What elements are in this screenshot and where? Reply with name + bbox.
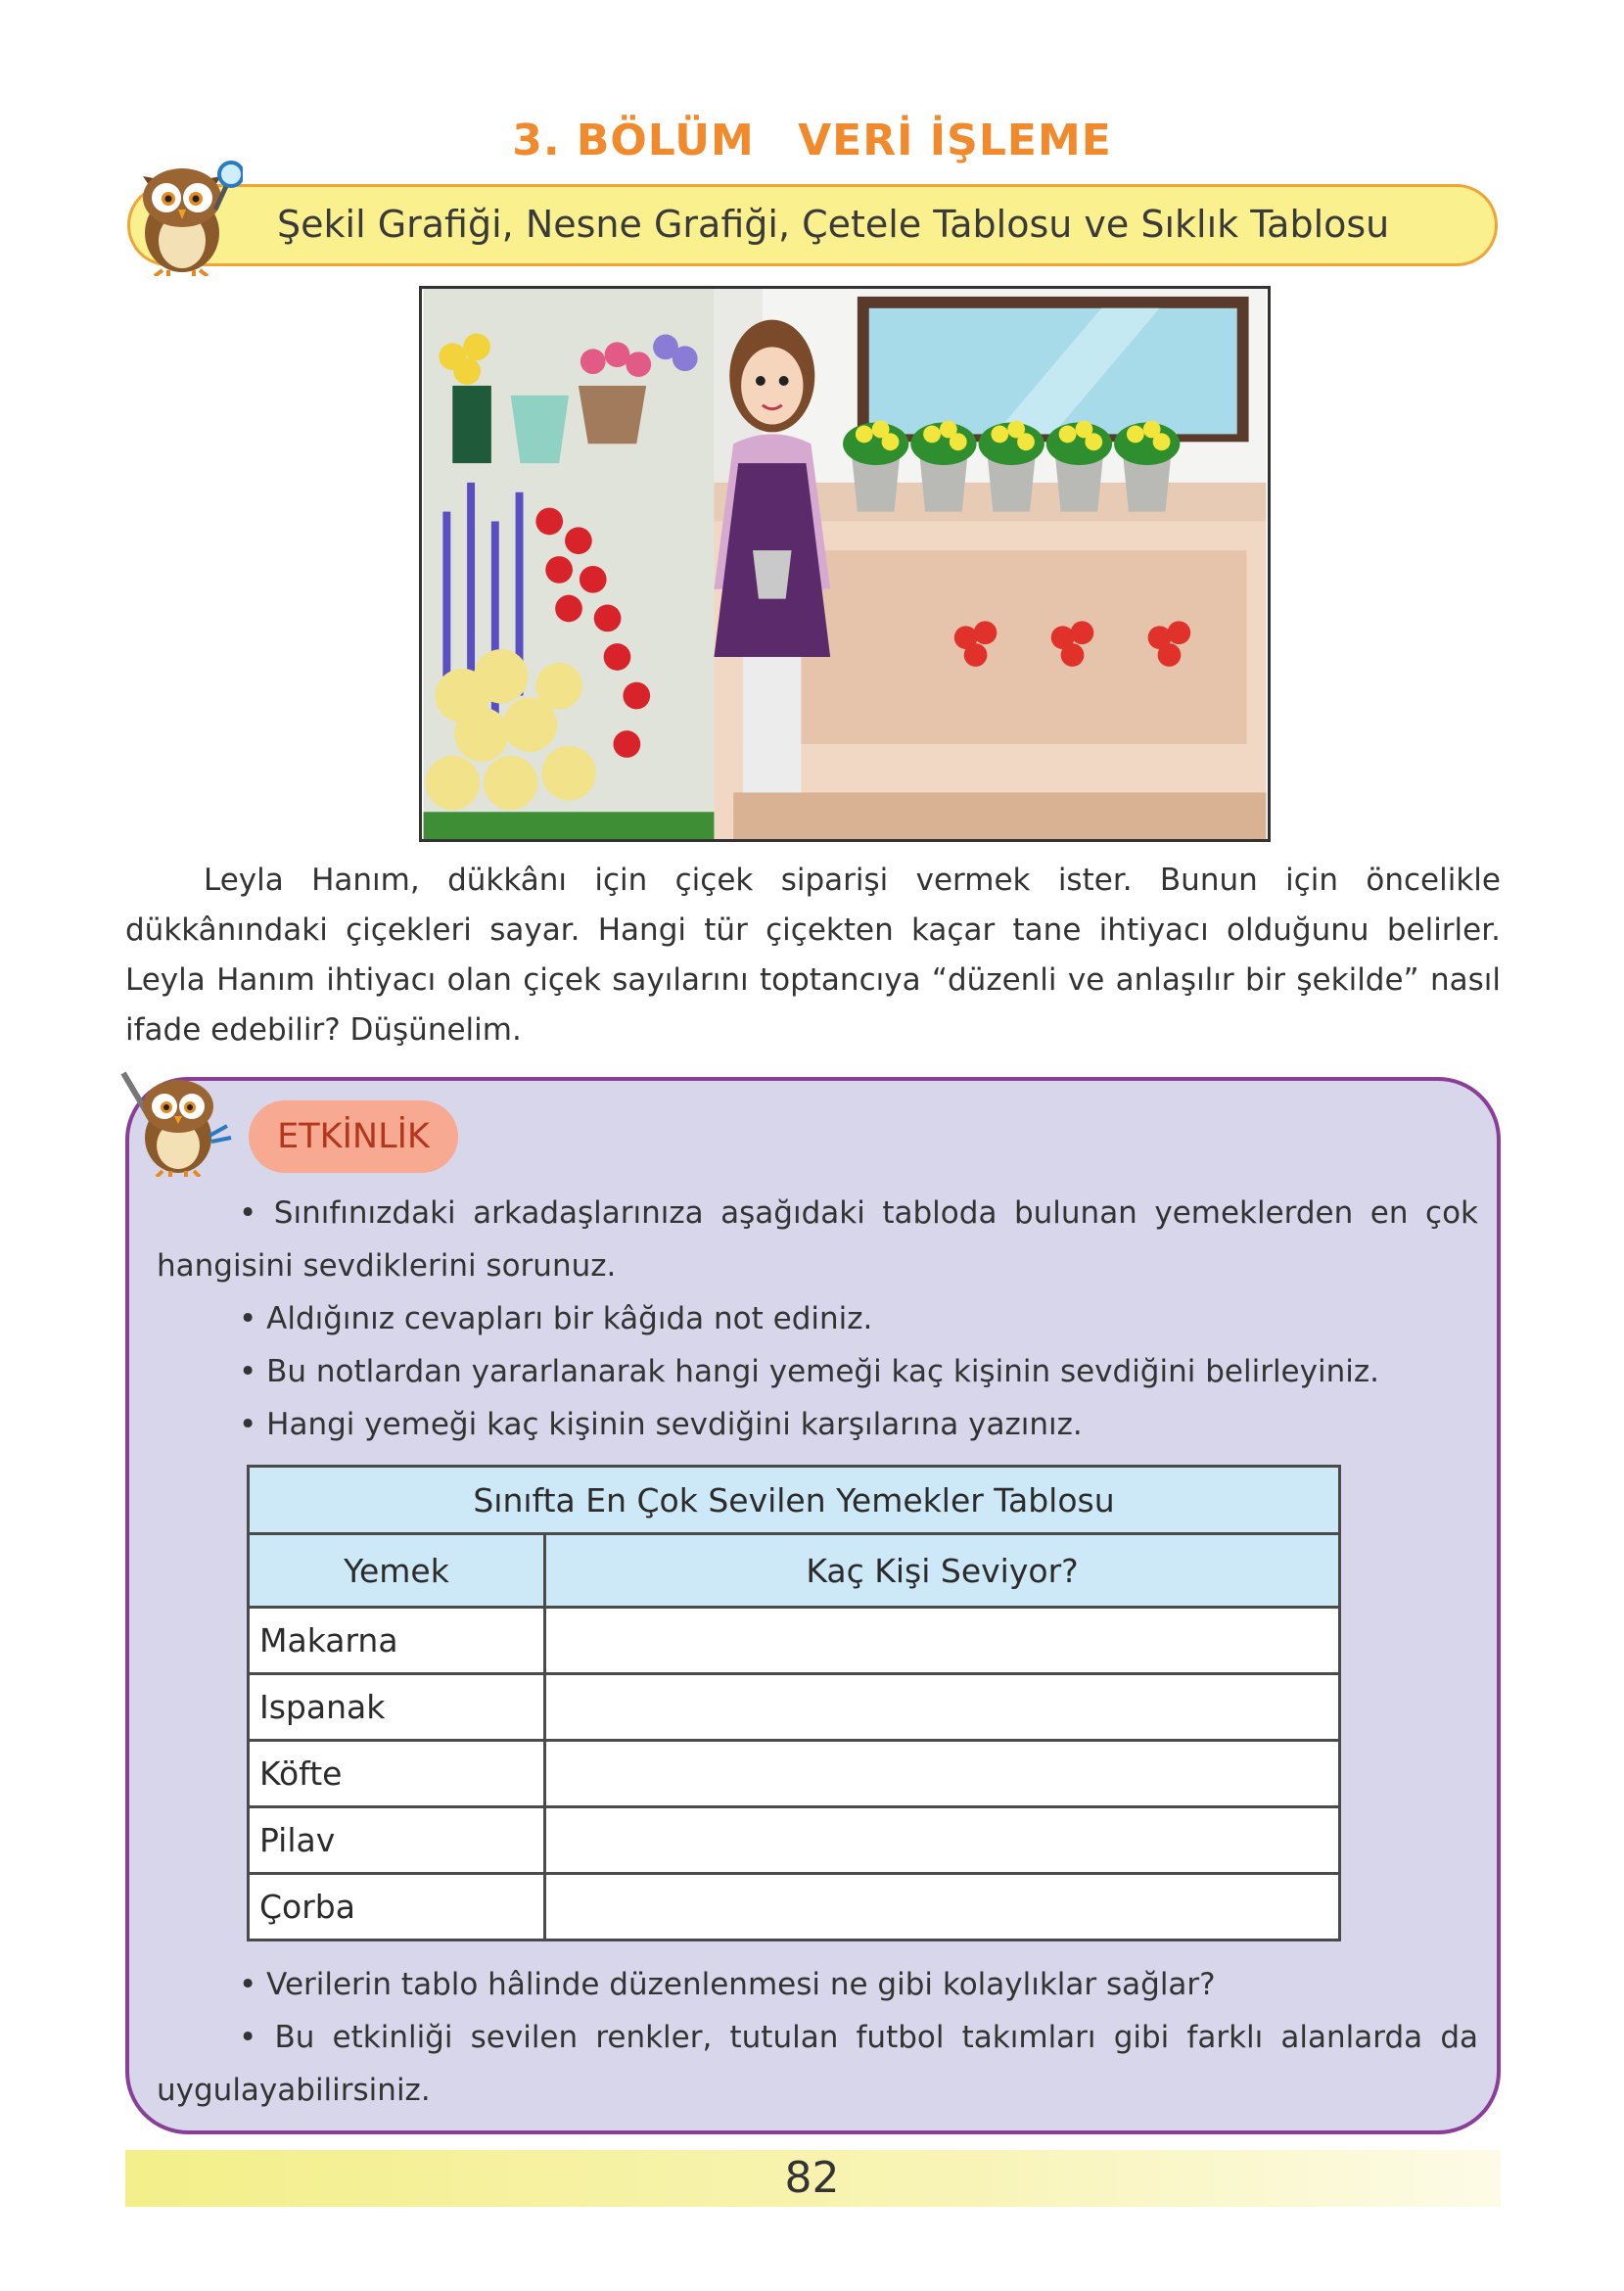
table-title: Sınıfta En Çok Sevilen Yemekler Tablosu <box>249 1467 1340 1534</box>
table-cell-food: Makarna <box>249 1608 545 1674</box>
activity-bullet: • Bu notlardan yararlanarak hangi yemeği kaç kişinin sevdiğini belirleyiniz. <box>239 1354 1379 1389</box>
followup-bullet: • Bu etkinliği sevilen renkler, tutulan futbol takımları gibi farklı alanlarda da uygulayabilirsiniz. <box>157 2020 1478 2108</box>
table-cell-count[interactable] <box>545 1674 1340 1741</box>
activity-instructions <box>157 1187 1478 1451</box>
table-cell-food: Pilav <box>249 1807 545 1874</box>
story-text <box>125 856 1501 1055</box>
table-row <box>249 1741 1340 1807</box>
table-row <box>249 1807 1340 1874</box>
table-cell-count[interactable] <box>545 1807 1340 1874</box>
table-cell-food: Ispanak <box>249 1674 545 1741</box>
table-header-count: Kaç Kişi Seviyor? <box>545 1534 1340 1608</box>
table-cell-count[interactable] <box>545 1608 1340 1674</box>
activity-bullet: • Hangi yemeği kaç kişinin sevdiğini karşılarına yazınız. <box>239 1407 1083 1442</box>
section-banner <box>127 184 1498 266</box>
table-cell-food: Çorba <box>249 1874 545 1940</box>
page-number: 82 <box>784 2153 840 2203</box>
owl-pointer-icon <box>116 1067 239 1177</box>
followup-bullet: • Verilerin tablo hâlinde düzenlenmesi ne gibi kolaylıklar sağlar? <box>239 1967 1216 2002</box>
section-title: Şekil Grafiği, Nesne Grafiği, Çetele Tablosu ve Sıklık Tablosu <box>277 203 1390 246</box>
table-cell-food: Köfte <box>249 1741 545 1807</box>
story-paragraph: Leyla Hanım, dükkânı için çiçek siparişi vermek ister. Bunun için öncelikle dükkânındaki çiçekleri sayar. Hangi tür çiçekten kaçar tane ihtiyacı olduğunu belirler. Leyla Hanım ihtiyacı olan çiçek sayılarını toptancıya “düzenli ve anlaşılır bir şekilde” nasıl ifade edebilir? Düşünelim. <box>125 863 1501 1048</box>
chapter-number: 3. BÖLÜM <box>512 116 755 165</box>
flower-shop-illustration <box>419 286 1271 842</box>
table-row <box>249 1608 1340 1674</box>
food-table <box>247 1465 1341 1941</box>
table-row <box>249 1674 1340 1741</box>
table-header-food: Yemek <box>249 1534 545 1608</box>
activity-label: ETKİNLİK <box>249 1100 458 1173</box>
table-cell-count[interactable] <box>545 1874 1340 1940</box>
activity-followup <box>157 1958 1478 2117</box>
chapter-name: VERİ İŞLEME <box>798 116 1112 165</box>
activity-bullet: • Aldığınız cevapları bir kâğıda not ediniz. <box>239 1301 873 1336</box>
table-row <box>249 1874 1340 1940</box>
activity-bullet: • Sınıfınızdaki arkadaşlarınıza aşağıdaki tabloda bulunan yemeklerden en çok hangisini sevdiklerini sorunuz. <box>157 1195 1478 1284</box>
chapter-title <box>0 116 1624 165</box>
owl-magnifier-icon <box>125 155 243 276</box>
table-cell-count[interactable] <box>545 1741 1340 1807</box>
